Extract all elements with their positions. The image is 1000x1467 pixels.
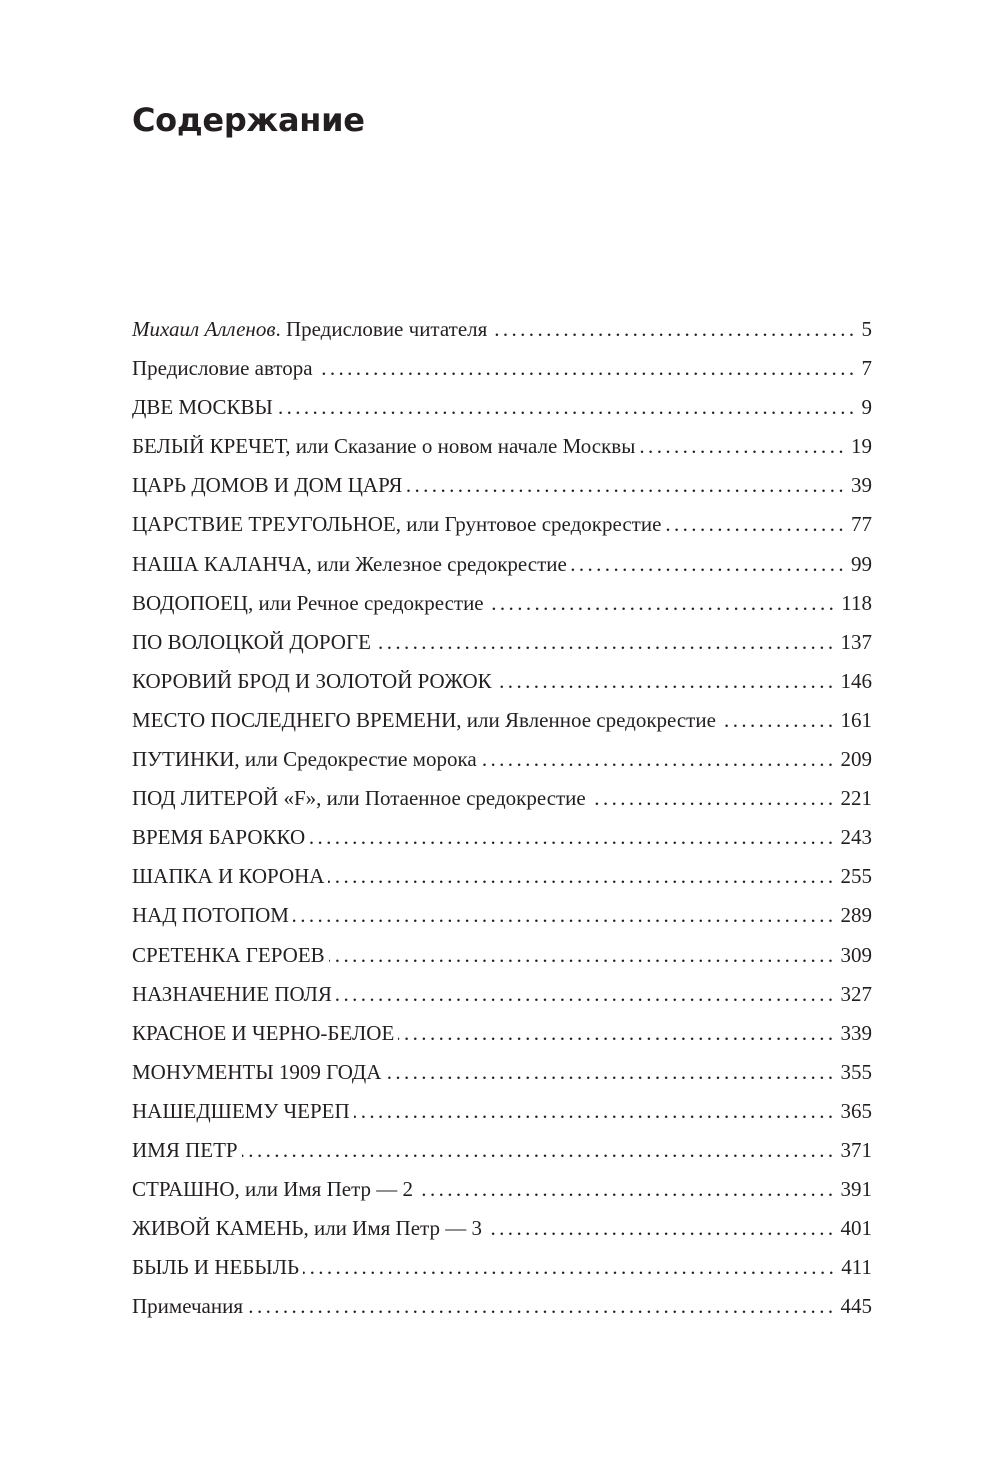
toc-entry-title: МЕСТО ПОСЛЕДНЕГО ВРЕМЕНИ, или Явленное средокрестие — [132, 707, 716, 732]
toc-entry-title: ПОД ЛИТЕРОЙ «F», или Потаенное средокрестие — [132, 786, 586, 811]
toc-entry-foreword-reader[interactable] — [132, 310, 872, 349]
toc-entry-page: 161 — [840, 707, 872, 732]
toc-entry-title: ЖИВОЙ КАМЕНЬ, или Имя Петр — 3 — [132, 1216, 482, 1241]
toc-entry-title-text: . Предисловие читателя — [275, 317, 488, 341]
toc-entry-page: 209 — [840, 747, 872, 772]
toc-entry[interactable] — [132, 545, 872, 584]
toc-entry-title: СТРАШНО, или Имя Петр — 2 — [132, 1177, 413, 1202]
dot-leader — [571, 545, 847, 584]
toc-entry-title: ЦАРСТВИЕ ТРЕУГОЛЬНОЕ, или Грунтовое средокрестие — [132, 512, 662, 537]
toc-entry-page: 391 — [840, 1177, 872, 1202]
dot-leader — [406, 466, 847, 505]
dot-leader — [590, 779, 837, 818]
toc-entry-title — [132, 310, 487, 349]
toc-entry-page: 5 — [861, 317, 872, 341]
toc-entry[interactable] — [132, 740, 872, 779]
toc-entry[interactable] — [132, 1248, 872, 1287]
dot-leader — [242, 1131, 837, 1170]
toc-entry[interactable] — [132, 857, 872, 896]
toc-entry-page: 289 — [840, 903, 872, 928]
toc-entry-author: Михаил Алленов — [132, 317, 276, 341]
toc-entry[interactable] — [132, 662, 872, 701]
dot-leader — [328, 857, 836, 896]
toc-entry[interactable] — [132, 466, 872, 505]
toc-entry[interactable] — [132, 896, 872, 935]
dot-leader — [486, 1209, 837, 1248]
toc-entry[interactable] — [132, 1092, 872, 1131]
toc-entry-page: 411 — [841, 1255, 872, 1280]
dot-leader — [277, 388, 858, 427]
toc-entry[interactable] — [132, 1131, 872, 1170]
toc-entry-title: КОРОВИЙ БРОД И ЗОЛОТОЙ РОЖОК — [132, 668, 492, 693]
toc-entry-page: 243 — [840, 825, 872, 850]
dot-leader — [481, 740, 837, 779]
toc-entry-page: 19 — [851, 434, 872, 459]
toc-entry[interactable] — [132, 623, 872, 662]
toc-entry-page: 7 — [861, 356, 872, 381]
toc-entry-page: 118 — [841, 590, 872, 615]
dot-leader — [354, 1092, 837, 1131]
toc-entry-title: ШАПКА И КОРОНА — [132, 864, 325, 889]
dot-leader — [665, 505, 847, 544]
dot-leader — [488, 584, 838, 623]
toc-entry[interactable] — [132, 1287, 872, 1326]
toc-entry-title: Примечания — [132, 1294, 244, 1319]
toc-entry[interactable] — [132, 779, 872, 818]
toc-entry-title: НАШЕДШЕМУ ЧЕРЕП — [132, 1098, 350, 1123]
toc-entry-title: НАД ПОТОПОМ — [132, 903, 289, 928]
toc-entry[interactable] — [132, 975, 872, 1014]
toc-entry[interactable] — [132, 1209, 872, 1248]
page-title: Содержание — [132, 101, 365, 139]
toc-entry[interactable] — [132, 701, 872, 740]
dot-leader — [375, 623, 837, 662]
toc-entry-page: 137 — [840, 629, 872, 654]
toc-entry-page: 77 — [851, 512, 872, 537]
toc-entry-title: ПО ВОЛОЦКОЙ ДОРОГЕ — [132, 629, 371, 654]
toc-entry-title: Предисловие автора — [132, 356, 313, 381]
dot-leader — [247, 1287, 836, 1326]
toc-entry[interactable] — [132, 818, 872, 857]
toc-entry[interactable] — [132, 349, 872, 388]
toc-entry-title: НАША КАЛАНЧА, или Железное средокрестие — [132, 551, 567, 576]
dot-leader — [496, 662, 837, 701]
toc-entry-page: 146 — [840, 668, 872, 693]
toc-entry[interactable] — [132, 388, 872, 427]
toc-entry[interactable] — [132, 1170, 872, 1209]
toc-entry-title: ВОДОПОЕЦ, или Речное средокрестие — [132, 590, 484, 615]
toc-entry-page: 255 — [840, 864, 872, 889]
toc-entry-page: 99 — [851, 551, 872, 576]
toc-entry-page: 39 — [851, 473, 872, 498]
dot-leader — [303, 1248, 837, 1287]
toc-entry[interactable] — [132, 1014, 872, 1053]
toc-entry[interactable] — [132, 584, 872, 623]
dot-leader — [385, 1053, 836, 1092]
dot-leader — [336, 975, 837, 1014]
toc-entry-page: 339 — [840, 1020, 872, 1045]
toc-entry[interactable] — [132, 936, 872, 975]
toc-entry[interactable] — [132, 505, 872, 544]
toc-entry-title: ПУТИНКИ, или Средокрестие морока — [132, 747, 477, 772]
toc-entry-page: 355 — [840, 1059, 872, 1084]
toc-entry-page: 445 — [840, 1294, 872, 1319]
toc-entry-page: 327 — [840, 981, 872, 1006]
dot-leader — [398, 1014, 836, 1053]
table-of-contents — [132, 310, 872, 1326]
toc-entry-title: ИМЯ ПЕТР — [132, 1137, 238, 1162]
dot-leader — [309, 818, 836, 857]
toc-entry-page: 371 — [840, 1137, 872, 1162]
dot-leader — [317, 349, 858, 388]
dot-leader — [329, 936, 837, 975]
toc-entry-page: 401 — [840, 1216, 872, 1241]
toc-entry-page: 309 — [840, 942, 872, 967]
dot-leader — [293, 896, 837, 935]
toc-entry-title: МОНУМЕНТЫ 1909 ГОДА — [132, 1059, 382, 1084]
toc-entry-title: НАЗНАЧЕНИЕ ПОЛЯ — [132, 981, 332, 1006]
dot-leader — [491, 310, 857, 349]
toc-entry-title: ЦАРЬ ДОМОВ И ДОМ ЦАРЯ — [132, 473, 403, 498]
toc-entry-page: 365 — [840, 1098, 872, 1123]
dot-leader — [720, 701, 837, 740]
toc-entry[interactable] — [132, 1053, 872, 1092]
toc-entry-title: ВРЕМЯ БАРОККО — [132, 825, 306, 850]
toc-entry-title: БЫЛЬ И НЕБЫЛЬ — [132, 1255, 300, 1280]
dot-leader — [639, 427, 847, 466]
toc-entry-page: 221 — [840, 786, 872, 811]
toc-entry-title: БЕЛЫЙ КРЕЧЕТ, или Сказание о новом начале Москвы — [132, 434, 636, 459]
toc-entry-title: ДВЕ МОСКВЫ — [132, 395, 273, 420]
toc-entry[interactable] — [132, 427, 872, 466]
toc-entry-title: КРАСНОЕ И ЧЕРНО-БЕЛОЕ — [132, 1020, 395, 1045]
toc-entry-page: 9 — [861, 395, 872, 420]
toc-entry-title: СРЕТЕНКА ГЕРОЕВ — [132, 942, 325, 967]
dot-leader — [417, 1170, 837, 1209]
